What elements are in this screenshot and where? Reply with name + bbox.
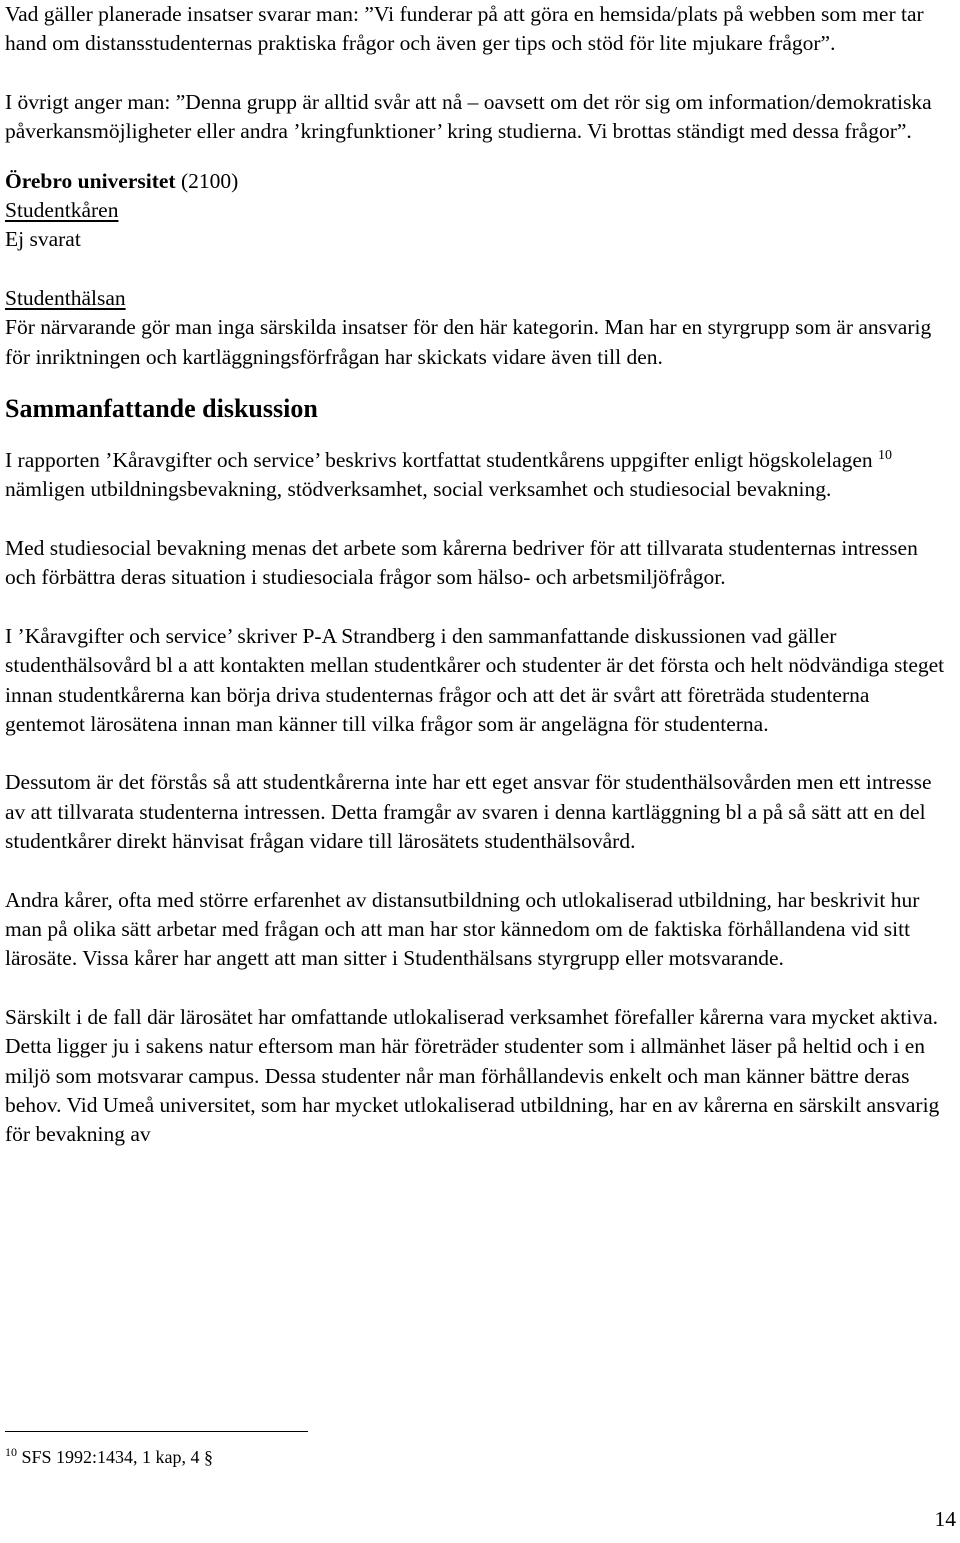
paragraph-karavgifter-part1: I rapporten ’Kåravgifter och service’ beskrivs kortfattat studentkårens uppgifter enligt högskolelagen — [5, 448, 873, 473]
paragraph-strandberg: I ’Kåravgifter och service’ skriver P-A Strandberg i den sammanfattande diskussionen vad gäller studenthälsovård bl a att kontakten mellan studentkårer och studenter är det första och helt nödvändiga steget innan studentkårerna kan börja driva studenternas frågor och att det är svårt att företräda studenterna gentemot lärosätena innan man känner till vilka frågor som är angelägna för studenterna. — [5, 623, 945, 736]
footnote-divider — [5, 1431, 308, 1432]
footnote-reference: 10 — [878, 447, 893, 463]
footnote-text: SFS 1992:1434, 1 kap, 4 § — [21, 1447, 214, 1467]
university-heading — [5, 167, 953, 196]
paragraph-karavgifter-part2: nämligen utbildningsbevakning, stödverksamhet, social verksamhet och studiesocial bevakning. — [5, 477, 832, 502]
paragraph-studiesocial: Med studiesocial bevakning menas det arbete som kårerna bedriver för att tillvarata studenternas intressen och förbättra deras situation i studiesociala frågor som hälso- och arbetsmiljöfrågor. — [5, 535, 918, 590]
studentkaren-label: Studentkåren — [5, 198, 119, 223]
studenthalsan-text: För närvarande gör man inga särskilda insatser för den här kategorin. Man har en styrgrupp som är ansvarig för inriktningen och kartläggningsförfrågan har skickats vidare även till den. — [5, 315, 932, 369]
paragraph-dessutom: Dessutom är det förstås så att studentkårerna inte har ett eget ansvar för studenthälsovården men ett intresse av att tillvarata studenterna intressen. Detta framgår av svaren i denna kartläggning bl a på så sätt att en del studentkårer direkt hänvisat frågan vidare till lärosätets studenthälsovård. — [5, 770, 932, 854]
footnote-number: 10 — [5, 1445, 17, 1459]
paragraph-other-remarks: I övrigt anger man: ”Denna grupp är alltid svår att nå – oavsett om det rör sig om information/demokratiska påverkansmöjligheter eller andra ’kringfunktioner’ kring studierna. Vi brottas ständigt med dessa frågor”. — [5, 89, 932, 144]
paragraph-planned-actions: Vad gäller planerade insatser svarar man: ”Vi funderar på att göra en hemsida/plats på webben som mer tar hand om distansstudenternas praktiska frågor och även ger tips och stöd för lite mjukare frågor”. — [5, 2, 924, 56]
paragraph-sarskilt: Särskilt i de fall där lärosätet har omfattande utlokaliserad verksamhet förefaller kårerna vara mycket aktiva. Detta ligger ju i sakens natur eftersom man här företräder studenter som i allmänhet läser på heltid och i en miljö som motsvarar campus. Dessa studenter når man förhållandevis enkelt och man känner bättre deras behov. Vid Umeå universitet, som har mycket utlokaliserad utbildning, har en av kårerna en särskilt ansvarig för bevakning av — [5, 1004, 940, 1147]
footnote — [5, 1445, 213, 1469]
paragraph-andra-karer: Andra kårer, ofta med större erfarenhet av distansutbildning och utlokaliserad utbildning, har beskrivit hur man på olika sätt arbetar med frågan och att man har stor kännedom om de faktiska förhållandena vid sitt lärosäte. Vissa kårer har angett att man sitter i Studenthälsans styrgrupp eller motsvarande. — [5, 887, 920, 971]
document-page — [5, 0, 953, 1150]
student-count: (2100) — [180, 168, 239, 193]
university-name: Örebro universitet — [5, 168, 176, 193]
section-orebro — [5, 167, 953, 372]
page-number: 14 — [934, 1507, 956, 1531]
studentkaren-text: Ej svarat — [5, 227, 81, 252]
section-heading: Sammanfattande diskussion — [5, 394, 318, 424]
studenthalsan-label: Studenthälsan — [5, 285, 126, 310]
paragraph-karavgifter — [5, 446, 953, 505]
